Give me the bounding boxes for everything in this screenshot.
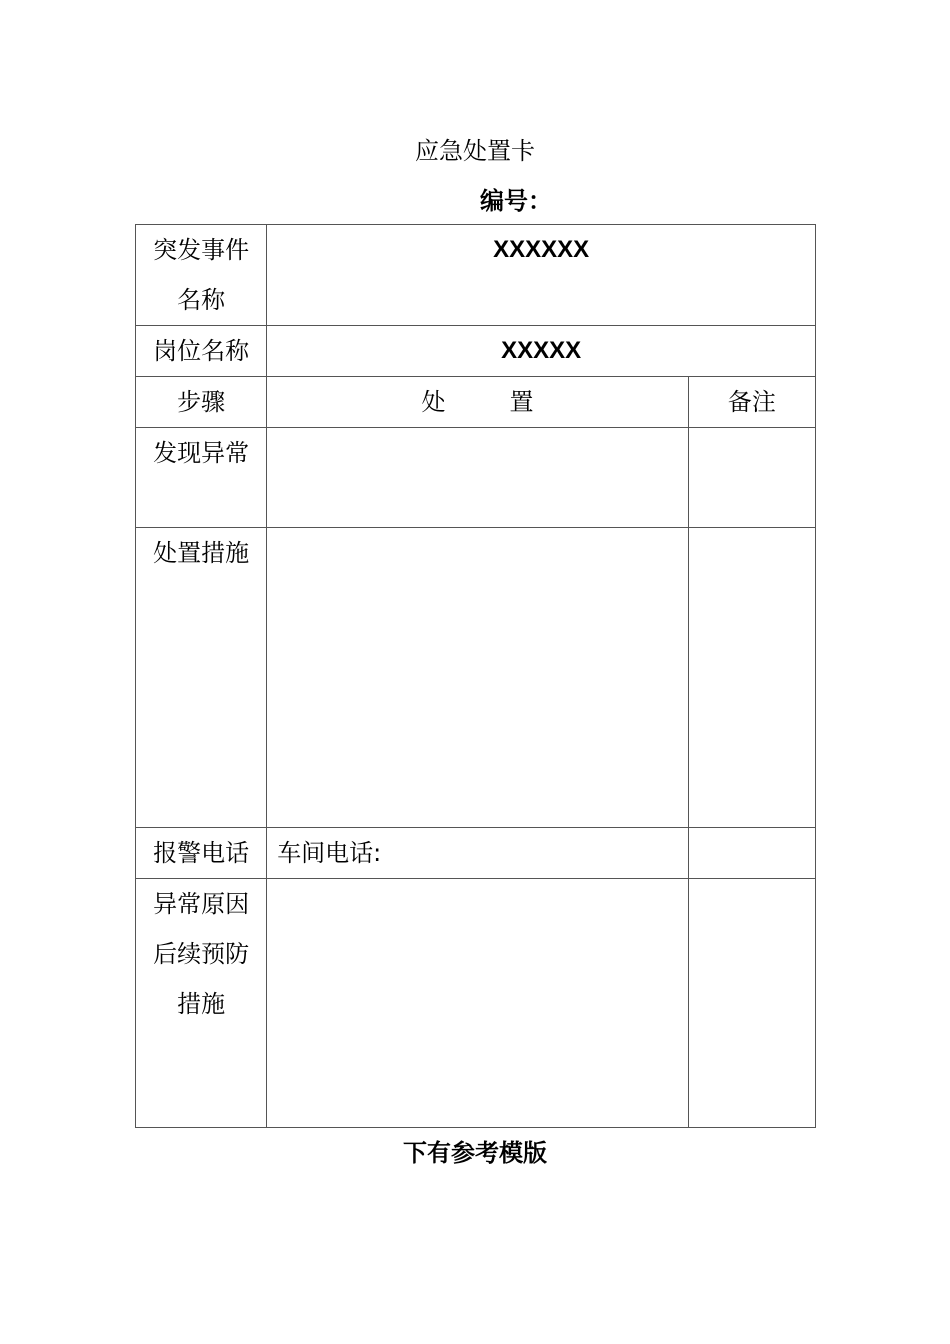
- discover-note-cell: [688, 428, 815, 528]
- measures-action-cell: [267, 528, 689, 828]
- cause-prevention-label: [136, 879, 267, 1128]
- cause-prevention-row: [136, 879, 816, 1128]
- cause-action-cell: [267, 879, 689, 1128]
- header-row: [136, 377, 816, 428]
- event-name-row: [136, 225, 816, 326]
- event-name-value: XXXXXX: [267, 225, 816, 326]
- alarm-row: [136, 828, 816, 879]
- action-header-part2: 置: [509, 388, 534, 416]
- measures-note-cell: [688, 528, 815, 828]
- discover-action-cell: [267, 428, 689, 528]
- cause-label-line3: 措施: [177, 990, 226, 1018]
- workshop-phone-label: 车间电话:: [267, 828, 689, 879]
- alarm-note-cell: [688, 828, 815, 879]
- action-header-part1: 处: [421, 388, 446, 416]
- discover-label: 发现异常: [136, 428, 267, 528]
- document-title: 应急处置卡: [415, 137, 535, 165]
- cause-label-line1: 异常原因: [153, 890, 250, 918]
- discover-row: [136, 428, 816, 528]
- cause-label-line2: 后续预防: [153, 940, 250, 968]
- event-name-label: 突发事件名称: [136, 225, 267, 326]
- measures-label: 处置措施: [136, 528, 267, 828]
- document-number-label: 编号：: [480, 187, 552, 215]
- step-header: 步骤: [136, 377, 267, 428]
- footer-template-note: 下有参考模版: [403, 1139, 547, 1167]
- post-name-row: [136, 326, 816, 377]
- cause-note-cell: [688, 879, 815, 1128]
- alarm-label: 报警电话: [136, 828, 267, 879]
- emergency-card-table: [135, 224, 816, 1128]
- post-name-value: XXXXX: [267, 326, 816, 377]
- post-name-label: 岗位名称: [136, 326, 267, 377]
- measures-row: [136, 528, 816, 828]
- action-header: [267, 377, 689, 428]
- note-header: 备注: [688, 377, 815, 428]
